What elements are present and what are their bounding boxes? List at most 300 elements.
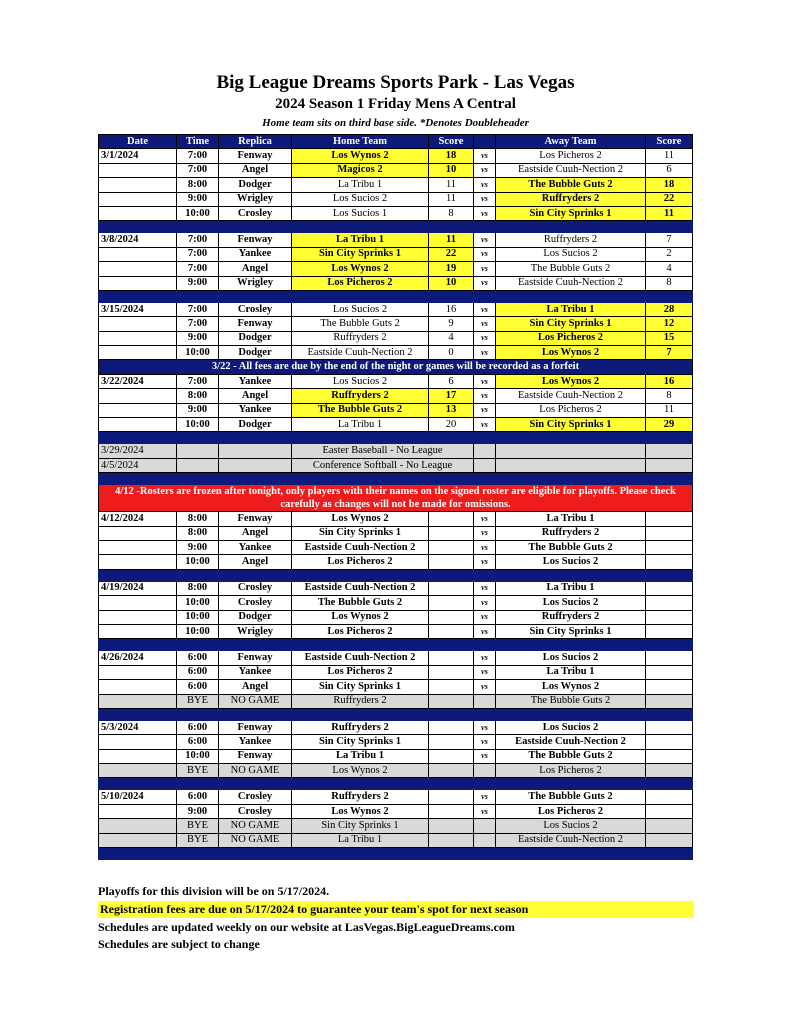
field-name: Dodger [219,178,292,192]
field-name: Yankee [219,540,292,554]
game-row [99,163,693,177]
away-score [646,749,693,763]
vs-label: vs [474,192,496,206]
vs-label: vs [474,206,496,220]
no-league-text: Easter Baseball - No League [292,444,474,458]
empty-cell [99,694,177,708]
home-score [429,665,474,679]
game-date [99,317,177,331]
game-date: 4/19/2024 [99,581,177,595]
game-time: 10:00 [177,749,219,763]
website-note: Schedules are updated weekly on our website at LasVegas.BigLeagueDreams.com [98,920,515,934]
vs-label: vs [474,346,496,360]
game-date: 3/1/2024 [99,149,177,163]
game-date [99,276,177,290]
game-row [99,192,693,206]
column-header-time: Time [177,135,219,149]
week-separator-row [99,432,693,444]
vs-label: vs [474,512,496,526]
home-score: 11 [429,192,474,206]
week-separator-row [99,778,693,790]
empty-cell [429,833,474,847]
home-score [429,610,474,624]
game-time: 9:00 [177,331,219,345]
game-time: 10:00 [177,610,219,624]
column-header-replica: Replica [219,135,292,149]
game-row [99,790,693,804]
away-team: Los Picheros 2 [496,403,646,417]
field-name: Angel [219,555,292,569]
field-name: Yankee [219,735,292,749]
game-row [99,418,693,432]
subject-to-change-note: Schedules are subject to change [98,937,260,951]
game-time: 9:00 [177,540,219,554]
home-score: 0 [429,346,474,360]
home-score [429,790,474,804]
home-score [429,596,474,610]
away-score [646,735,693,749]
away-score: 11 [646,206,693,220]
home-team: Magicos 2 [292,163,429,177]
home-team: The Bubble Guts 2 [292,596,429,610]
away-team: Los Sucios 2 [496,720,646,734]
away-team: Los Wynos 2 [496,346,646,360]
away-team: Eastside Cuuh-Nection 2 [496,389,646,403]
away-score: 7 [646,346,693,360]
field-name: Fenway [219,317,292,331]
away-score [646,665,693,679]
home-score: 11 [429,233,474,247]
away-team: Los Sucios 2 [496,555,646,569]
vs-label: vs [474,610,496,624]
game-date: 3/29/2024 [99,444,177,458]
home-score [429,680,474,694]
game-time: 9:00 [177,192,219,206]
vs-label: vs [474,581,496,595]
separator-cell [99,708,693,720]
bye-row [99,764,693,778]
home-score: 10 [429,276,474,290]
no-league-row [99,458,693,472]
game-row [99,262,693,276]
schedule-table [98,134,693,860]
game-row [99,206,693,220]
away-score: 11 [646,403,693,417]
empty-cell [646,819,693,833]
away-score [646,790,693,804]
field-name: Yankee [219,403,292,417]
home-score [429,749,474,763]
home-score: 6 [429,374,474,388]
separator-cell [99,432,693,444]
field-name: Crosley [219,596,292,610]
empty-cell [99,833,177,847]
game-row [99,804,693,818]
home-team: Sin City Sprinks 1 [292,735,429,749]
empty-cell [177,458,219,472]
field-name: Angel [219,526,292,540]
game-date: 4/5/2024 [99,458,177,472]
home-team: Los Picheros 2 [292,665,429,679]
game-date [99,418,177,432]
home-team: The Bubble Guts 2 [292,403,429,417]
home-team: La Tribu 1 [292,178,429,192]
vs-label: vs [474,163,496,177]
empty-cell [474,694,496,708]
away-team: Sin City Sprinks 1 [496,624,646,638]
home-team: Los Wynos 2 [292,610,429,624]
empty-cell [646,458,693,472]
alert-text: 4/12 -Rosters are frozen after tonight, only players with their names on the signed roster are eligible for playoffs. Please check carefully as changes will not be made for omissions. [99,485,693,512]
away-score: 11 [646,149,693,163]
notice-text: 3/22 - All fees are due by the end of the night or games will be recorded as a forfeit [99,360,693,374]
game-date [99,540,177,554]
empty-cell [429,694,474,708]
field-name: Crosley [219,581,292,595]
vs-label: vs [474,804,496,818]
home-score: 10 [429,163,474,177]
playoffs-note: Playoffs for this division will be on 5/17/2024. [98,884,330,898]
home-team: Eastside Cuuh-Nection 2 [292,346,429,360]
home-score [429,735,474,749]
game-row [99,665,693,679]
away-team: La Tribu 1 [496,302,646,316]
field-name: Wrigley [219,192,292,206]
away-team: Los Wynos 2 [496,680,646,694]
game-row [99,149,693,163]
game-time: 10:00 [177,596,219,610]
away-score: 7 [646,233,693,247]
empty-cell [474,458,496,472]
field-name: Dodger [219,331,292,345]
home-score [429,512,474,526]
away-team: Eastside Cuuh-Nection 2 [496,163,646,177]
table-header-row [99,135,693,149]
home-score: 8 [429,206,474,220]
home-team: Los Wynos 2 [292,262,429,276]
away-team: La Tribu 1 [496,581,646,595]
home-team: Sin City Sprinks 1 [292,247,429,261]
field-name: Yankee [219,247,292,261]
field-name: Dodger [219,418,292,432]
vs-label: vs [474,540,496,554]
away-team: The Bubble Guts 2 [496,540,646,554]
game-row [99,389,693,403]
home-team: La Tribu 1 [292,418,429,432]
game-time: 9:00 [177,804,219,818]
away-score [646,526,693,540]
field-name: NO GAME [219,833,292,847]
schedule-body [99,149,693,860]
vs-label: vs [474,526,496,540]
game-time: 8:00 [177,512,219,526]
game-date [99,247,177,261]
game-row [99,540,693,554]
game-date: 4/12/2024 [99,512,177,526]
game-time: BYE [177,694,219,708]
game-time: 9:00 [177,403,219,417]
away-score [646,720,693,734]
home-team: Ruffryders 2 [292,389,429,403]
away-team: The Bubble Guts 2 [496,178,646,192]
game-time: 8:00 [177,581,219,595]
vs-label: vs [474,651,496,665]
game-date [99,403,177,417]
column-header-away-score: Score [646,135,693,149]
away-team: Sin City Sprinks 1 [496,206,646,220]
away-team: Los Sucios 2 [496,247,646,261]
home-team: Los Picheros 2 [292,276,429,290]
game-date [99,262,177,276]
away-team: Eastside Cuuh-Nection 2 [496,276,646,290]
game-row [99,555,693,569]
home-team: La Tribu 1 [292,749,429,763]
home-team: Eastside Cuuh-Nection 2 [292,581,429,595]
away-team: Los Picheros 2 [496,331,646,345]
game-time: 9:00 [177,276,219,290]
away-score [646,540,693,554]
game-date: 5/10/2024 [99,790,177,804]
separator-cell [99,290,693,302]
away-team: Ruffryders 2 [496,233,646,247]
home-score: 11 [429,178,474,192]
home-score [429,624,474,638]
separator-cell [99,473,693,485]
game-date [99,178,177,192]
field-name: Crosley [219,206,292,220]
game-time: 10:00 [177,206,219,220]
game-date [99,331,177,345]
vs-label: vs [474,262,496,276]
game-row [99,624,693,638]
away-team: Los Wynos 2 [496,374,646,388]
game-date [99,610,177,624]
away-score [646,651,693,665]
game-date: 5/3/2024 [99,720,177,734]
bye-row [99,819,693,833]
home-team: Sin City Sprinks 1 [292,680,429,694]
vs-label: vs [474,720,496,734]
field-name: Angel [219,680,292,694]
game-row [99,276,693,290]
home-score [429,526,474,540]
field-name: Dodger [219,346,292,360]
empty-cell [474,833,496,847]
field-name: Crosley [219,302,292,316]
game-time: 8:00 [177,389,219,403]
home-team: The Bubble Guts 2 [292,317,429,331]
away-score [646,804,693,818]
away-score [646,680,693,694]
empty-cell [646,833,693,847]
away-score: 8 [646,276,693,290]
game-row [99,233,693,247]
game-date [99,665,177,679]
game-row [99,512,693,526]
field-name: Fenway [219,512,292,526]
home-team: Ruffryders 2 [292,720,429,734]
week-separator-row [99,221,693,233]
away-score [646,512,693,526]
game-date [99,192,177,206]
home-score [429,720,474,734]
empty-cell [219,458,292,472]
vs-label: vs [474,374,496,388]
home-score [429,651,474,665]
empty-cell [646,764,693,778]
game-row [99,581,693,595]
away-team: Los Picheros 2 [496,764,646,778]
game-row [99,403,693,417]
field-name: NO GAME [219,694,292,708]
game-date [99,624,177,638]
game-time: BYE [177,819,219,833]
game-date [99,555,177,569]
vs-label: vs [474,596,496,610]
game-time: 7:00 [177,163,219,177]
home-team: Los Sucios 2 [292,192,429,206]
game-time: 7:00 [177,302,219,316]
bye-row [99,833,693,847]
game-date [99,389,177,403]
home-team: Los Sucios 2 [292,302,429,316]
game-date [99,163,177,177]
no-league-text: Conference Softball - No League [292,458,474,472]
field-name: Fenway [219,720,292,734]
field-name: NO GAME [219,764,292,778]
empty-cell [429,764,474,778]
away-team: Eastside Cuuh-Nection 2 [496,735,646,749]
separator-cell [99,221,693,233]
separator-cell [99,639,693,651]
game-row [99,680,693,694]
field-name: Crosley [219,790,292,804]
game-time: 7:00 [177,262,219,276]
home-team: Ruffryders 2 [292,790,429,804]
away-team: Los Sucios 2 [496,596,646,610]
home-team: Los Picheros 2 [292,624,429,638]
game-row [99,317,693,331]
page-subtitle: 2024 Season 1 Friday Mens A Central [275,96,516,112]
away-team: Los Sucios 2 [496,651,646,665]
away-team: The Bubble Guts 2 [496,790,646,804]
game-row [99,735,693,749]
game-row [99,610,693,624]
game-date [99,206,177,220]
away-score: 18 [646,178,693,192]
home-score [429,555,474,569]
away-score: 12 [646,317,693,331]
game-row [99,720,693,734]
field-name: Yankee [219,665,292,679]
separator-cell [99,848,693,860]
away-score: 28 [646,302,693,316]
game-time: 6:00 [177,720,219,734]
column-header-home-score: Score [429,135,474,149]
column-header-away-team: Away Team [496,135,646,149]
game-date [99,749,177,763]
home-score: 4 [429,331,474,345]
field-name: Fenway [219,149,292,163]
field-name: Fenway [219,651,292,665]
away-score: 22 [646,192,693,206]
game-time: 8:00 [177,178,219,192]
home-score: 13 [429,403,474,417]
empty-cell [474,444,496,458]
away-score: 6 [646,163,693,177]
away-team: Eastside Cuuh-Nection 2 [496,833,646,847]
away-score: 29 [646,418,693,432]
away-team: La Tribu 1 [496,665,646,679]
game-date [99,526,177,540]
home-team: La Tribu 1 [292,233,429,247]
home-team: Sin City Sprinks 1 [292,526,429,540]
empty-cell [429,819,474,833]
separator-cell [99,778,693,790]
game-time: 7:00 [177,149,219,163]
game-time: BYE [177,833,219,847]
home-team: Los Sucios 1 [292,206,429,220]
vs-label: vs [474,317,496,331]
vs-label: vs [474,749,496,763]
empty-cell [496,458,646,472]
week-separator-row [99,639,693,651]
field-name: Crosley [219,804,292,818]
away-score [646,610,693,624]
away-team: Sin City Sprinks 1 [496,418,646,432]
game-time: 10:00 [177,418,219,432]
away-score: 8 [646,389,693,403]
game-row [99,331,693,345]
home-team: Eastside Cuuh-Nection 2 [292,540,429,554]
empty-cell [219,444,292,458]
bye-row [99,694,693,708]
empty-cell [177,444,219,458]
week-separator-row [99,569,693,581]
no-league-row [99,444,693,458]
away-score [646,555,693,569]
vs-label: vs [474,178,496,192]
vs-label: vs [474,302,496,316]
empty-cell [646,444,693,458]
game-time: 6:00 [177,651,219,665]
game-time: 7:00 [177,317,219,331]
empty-cell [99,764,177,778]
away-score: 2 [646,247,693,261]
away-team: Sin City Sprinks 1 [496,317,646,331]
away-score: 15 [646,331,693,345]
vs-label: vs [474,331,496,345]
field-name: Angel [219,163,292,177]
home-score [429,581,474,595]
away-score [646,596,693,610]
vs-label: vs [474,790,496,804]
home-team: Los Wynos 2 [292,512,429,526]
empty-cell [474,819,496,833]
game-row [99,247,693,261]
game-time: 6:00 [177,665,219,679]
home-team: Ruffryders 2 [292,331,429,345]
column-header-home-team: Home Team [292,135,429,149]
game-time: 10:00 [177,624,219,638]
home-score: 18 [429,149,474,163]
vs-label: vs [474,680,496,694]
game-time: 10:00 [177,346,219,360]
game-date [99,346,177,360]
home-score: 9 [429,317,474,331]
game-time: 6:00 [177,790,219,804]
away-team: Los Picheros 2 [496,149,646,163]
